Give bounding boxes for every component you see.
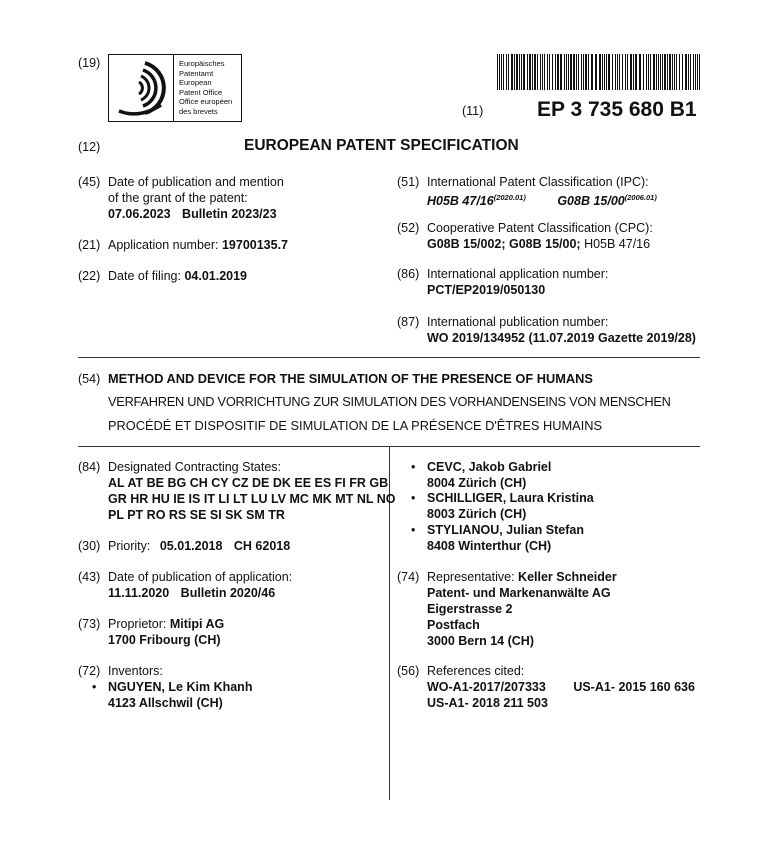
- barcode-bar: [615, 54, 616, 90]
- barcode-bar: [514, 54, 515, 90]
- inventors-block: [108, 663, 163, 679]
- representative-line4: 3000 Bern 14 (CH): [427, 634, 534, 648]
- representative-line3: Postfach: [427, 618, 480, 632]
- bullet-icon: •: [411, 491, 416, 505]
- barcode-bar: [578, 54, 579, 90]
- epo-logo: [108, 54, 242, 122]
- barcode-bar: [630, 54, 632, 90]
- barcode-bar: [560, 54, 562, 90]
- barcode-bar: [646, 54, 647, 90]
- inid-45: (45): [78, 175, 101, 189]
- barcode-bar: [588, 54, 589, 90]
- inid-52: (52): [397, 221, 420, 235]
- reference-2: US-A1- 2015 160 636: [573, 680, 695, 694]
- barcode-bar: [503, 54, 504, 90]
- inventor-address: 8004 Zürich (CH): [427, 476, 527, 490]
- epo-name-en-2: Patent Office: [179, 87, 223, 97]
- barcode-bar: [622, 54, 623, 90]
- barcode-bar: [688, 54, 689, 90]
- barcode-bar: [497, 54, 498, 90]
- designated-states-label: Designated Contracting States:: [108, 460, 282, 474]
- barcode: [497, 54, 700, 90]
- inventor-name: SCHILLIGER, Laura Kristina: [427, 491, 594, 505]
- barcode-bar: [664, 54, 666, 90]
- representative-name: Keller Schneider: [518, 570, 617, 584]
- inid-73: (73): [78, 617, 101, 631]
- barcode-bar: [542, 54, 543, 90]
- priority-label: Priority:: [108, 539, 151, 553]
- inid-12: (12): [78, 140, 101, 154]
- barcode-bar: [604, 54, 605, 90]
- inid-72: (72): [78, 664, 101, 678]
- epo-name-fr-2: des brevets: [179, 106, 218, 116]
- barcode-bar: [667, 54, 668, 90]
- barcode-bar: [633, 54, 634, 90]
- epo-office-names: [179, 59, 232, 117]
- barcode-bar: [648, 54, 649, 90]
- designated-states-line3: PL PT RO RS SE SI SK SM TR: [108, 508, 285, 522]
- title-french: PROCÉDÉ ET DISPOSITIF DE SIMULATION DE LA PRÉSENCE D'ÊTRES HUMAINS: [108, 418, 603, 433]
- epo-emblem-icon: [109, 55, 173, 121]
- barcode-bar: [697, 54, 698, 90]
- barcode-bar: [606, 54, 607, 90]
- bullet-icon: •: [411, 460, 416, 474]
- barcode-bar: [537, 54, 538, 90]
- barcode-graphic: [497, 54, 700, 90]
- priority-row: [108, 538, 290, 554]
- epo-name-de-2: Patentamt: [179, 68, 214, 78]
- cpc-bold-classes: G08B 15/002; G08B 15/00;: [427, 237, 581, 251]
- barcode-bar: [573, 54, 575, 90]
- inventor-name: CEVC, Jakob Gabriel: [427, 460, 552, 474]
- inventors-label: Inventors:: [108, 664, 163, 678]
- title-english: METHOD AND DEVICE FOR THE SIMULATION OF THE PRESENCE OF HUMANS: [108, 371, 593, 386]
- references-label: References cited:: [427, 664, 525, 678]
- barcode-bar: [552, 54, 553, 90]
- barcode-bar: [585, 54, 587, 90]
- barcode-bar: [643, 54, 644, 90]
- filing-date-value: 04.01.2019: [184, 269, 248, 283]
- publication-number: EP 3 735 680 B1: [537, 98, 697, 121]
- barcode-bar: [690, 54, 691, 90]
- barcode-bar: [529, 54, 531, 90]
- inventor-entry: [92, 679, 253, 711]
- barcode-bar: [612, 54, 613, 90]
- application-number-row: [108, 237, 288, 253]
- references-block: [427, 663, 695, 711]
- intl-application-value: PCT/EP2019/050130: [427, 283, 546, 297]
- bullet-icon: •: [411, 523, 416, 537]
- inid-22: (22): [78, 269, 101, 283]
- inid-43: (43): [78, 570, 101, 584]
- inventor-entry: [411, 522, 584, 554]
- reference-1: WO-A1-2017/207333: [427, 680, 546, 694]
- ipc-class-1-version: (2020.01): [493, 193, 526, 202]
- inventor-address: 8003 Zürich (CH): [427, 507, 527, 521]
- barcode-bar: [591, 54, 593, 90]
- barcode-bar: [682, 54, 683, 90]
- barcode-bar: [676, 54, 677, 90]
- barcode-bar: [521, 54, 522, 90]
- inid-56: (56): [397, 664, 420, 678]
- divider-top: [78, 357, 700, 358]
- proprietor-label: Proprietor:: [108, 617, 167, 631]
- representative-line2: Eigerstrasse 2: [427, 602, 513, 616]
- barcode-bar: [557, 54, 559, 90]
- barcode-bar: [619, 54, 620, 90]
- designated-states-line2: GR HR HU IE IS IT LI LT LU LV MC MK MT NL NO: [108, 492, 396, 506]
- proprietor-address: 1700 Fribourg (CH): [108, 633, 221, 647]
- cpc-label: Cooperative Patent Classification (CPC):: [427, 221, 653, 235]
- inventor-address: 8408 Winterthur (CH): [427, 539, 552, 553]
- inid-11: (11): [462, 104, 484, 118]
- barcode-bar: [564, 54, 565, 90]
- inid-74: (74): [397, 570, 420, 584]
- grant-date: 07.06.2023: [108, 207, 171, 221]
- barcode-bar: [544, 54, 545, 90]
- barcode-bar: [635, 54, 637, 90]
- barcode-bar: [617, 54, 618, 90]
- intl-application-block: [427, 266, 608, 298]
- filing-date-label: Date of filing:: [108, 269, 181, 283]
- proprietor-name: Mitipi AG: [169, 617, 225, 631]
- barcode-bar: [547, 54, 548, 90]
- reference-3: US-A1- 2018 211 503: [427, 696, 548, 710]
- ipc-block: [427, 174, 657, 209]
- ipc-class-2-version: (2006.01): [624, 193, 657, 202]
- barcode-bar: [695, 54, 696, 90]
- barcode-bar: [599, 54, 601, 90]
- barcode-bar: [669, 54, 671, 90]
- intl-publication-label: International publication number:: [427, 315, 609, 329]
- designated-states-block: [108, 459, 395, 523]
- barcode-bar: [653, 54, 655, 90]
- cpc-normal-classes: H05B 47/16: [584, 237, 651, 251]
- ipc-class-2: G08B 15/00: [557, 194, 625, 209]
- inventor-entry: [411, 459, 552, 491]
- application-publication-block: [108, 569, 292, 601]
- cpc-block: [427, 220, 653, 252]
- intl-publication-block: [427, 314, 696, 346]
- grant-bulletin: Bulletin 2023/23: [182, 207, 277, 221]
- intl-application-label: International application number:: [427, 267, 609, 281]
- inid-87: (87): [397, 315, 420, 329]
- epo-name-fr-1: Office européen: [179, 97, 233, 107]
- document-type: EUROPEAN PATENT SPECIFICATION: [244, 137, 519, 154]
- representative-line1: Patent- und Markenanwälte AG: [427, 586, 611, 600]
- barcode-bar: [570, 54, 572, 90]
- proprietor-block: [108, 616, 224, 648]
- grant-label-line1: Date of publication and mention: [108, 175, 284, 189]
- ipc-class-1: H05B 47/16: [427, 194, 494, 209]
- barcode-bar: [527, 54, 528, 90]
- barcode-bar: [506, 54, 507, 90]
- inventor-address: 4123 Allschwil (CH): [108, 696, 223, 710]
- barcode-bar: [650, 54, 651, 90]
- barcode-bar: [672, 54, 673, 90]
- epo-name-de-1: Europäisches: [179, 59, 225, 68]
- inid-84: (84): [78, 460, 101, 474]
- barcode-bar: [523, 54, 525, 90]
- barcode-bar: [511, 54, 513, 90]
- barcode-bar: [540, 54, 541, 90]
- inventor-name: STYLIANOU, Julian Stefan: [427, 523, 584, 537]
- application-number-label: Application number:: [108, 238, 219, 252]
- inid-51: (51): [397, 175, 420, 189]
- barcode-bar: [627, 54, 628, 90]
- title-german: VERFAHREN UND VORRICHTUNG ZUR SIMULATION DES VORHANDENSEINS VON MENSCHEN: [108, 394, 671, 409]
- barcode-bar: [660, 54, 661, 90]
- inid-30: (30): [78, 539, 101, 553]
- epo-name-en-1: European: [179, 78, 212, 88]
- barcode-bar: [499, 54, 500, 90]
- filing-date-row: [108, 268, 247, 284]
- barcode-bar: [568, 54, 569, 90]
- intl-publication-value: WO 2019/134952 (11.07.2019 Gazette 2019/28): [427, 331, 696, 345]
- inid-19: (19): [78, 56, 101, 70]
- application-publication-label: Date of publication of application:: [108, 570, 293, 584]
- barcode-bar: [508, 54, 509, 90]
- barcode-bar: [662, 54, 663, 90]
- barcode-bar: [602, 54, 603, 90]
- priority-date: 05.01.2018: [159, 539, 223, 553]
- epo-emblem: [109, 55, 174, 121]
- representative-label: Representative:: [427, 570, 515, 584]
- barcode-bar: [639, 54, 641, 90]
- bullet-icon: •: [92, 680, 97, 694]
- barcode-bar: [519, 54, 520, 90]
- barcode-bar: [608, 54, 610, 90]
- barcode-bar: [532, 54, 533, 90]
- barcode-bar: [658, 54, 659, 90]
- barcode-bar: [516, 54, 518, 90]
- barcode-bar: [699, 54, 700, 90]
- barcode-bar: [679, 54, 680, 90]
- application-publication-date: 11.11.2020: [108, 586, 170, 600]
- designated-states-line1: AL AT BE BG CH CY CZ DE DK EE ES FI FR GB: [108, 476, 389, 490]
- application-publication-bulletin: Bulletin 2020/46: [180, 586, 276, 600]
- barcode-bar: [534, 54, 536, 90]
- inid-86: (86): [397, 267, 420, 281]
- barcode-bar: [555, 54, 556, 90]
- ipc-label: International Patent Classification (IPC):: [427, 175, 649, 189]
- barcode-bar: [674, 54, 675, 90]
- barcode-bar: [625, 54, 626, 90]
- inid-21: (21): [78, 238, 101, 252]
- barcode-bar: [501, 54, 502, 90]
- barcode-bar: [581, 54, 582, 90]
- application-number-value: 19700135.7: [221, 238, 289, 252]
- inid-54: (54): [78, 372, 101, 386]
- representative-block: [427, 569, 617, 649]
- barcode-bar: [583, 54, 584, 90]
- priority-country: CH 62018: [233, 539, 291, 553]
- grant-label-line2: of the grant of the patent:: [108, 191, 248, 205]
- barcode-bar: [693, 54, 694, 90]
- barcode-bar: [595, 54, 597, 90]
- barcode-bar: [685, 54, 687, 90]
- barcode-bar: [549, 54, 550, 90]
- inventor-entry: [411, 490, 594, 522]
- inventor-name: NGUYEN, Le Kim Khanh: [108, 680, 253, 694]
- barcode-bar: [566, 54, 567, 90]
- barcode-bar: [576, 54, 577, 90]
- barcode-bar: [656, 54, 657, 90]
- grant-publication-block: [108, 174, 284, 222]
